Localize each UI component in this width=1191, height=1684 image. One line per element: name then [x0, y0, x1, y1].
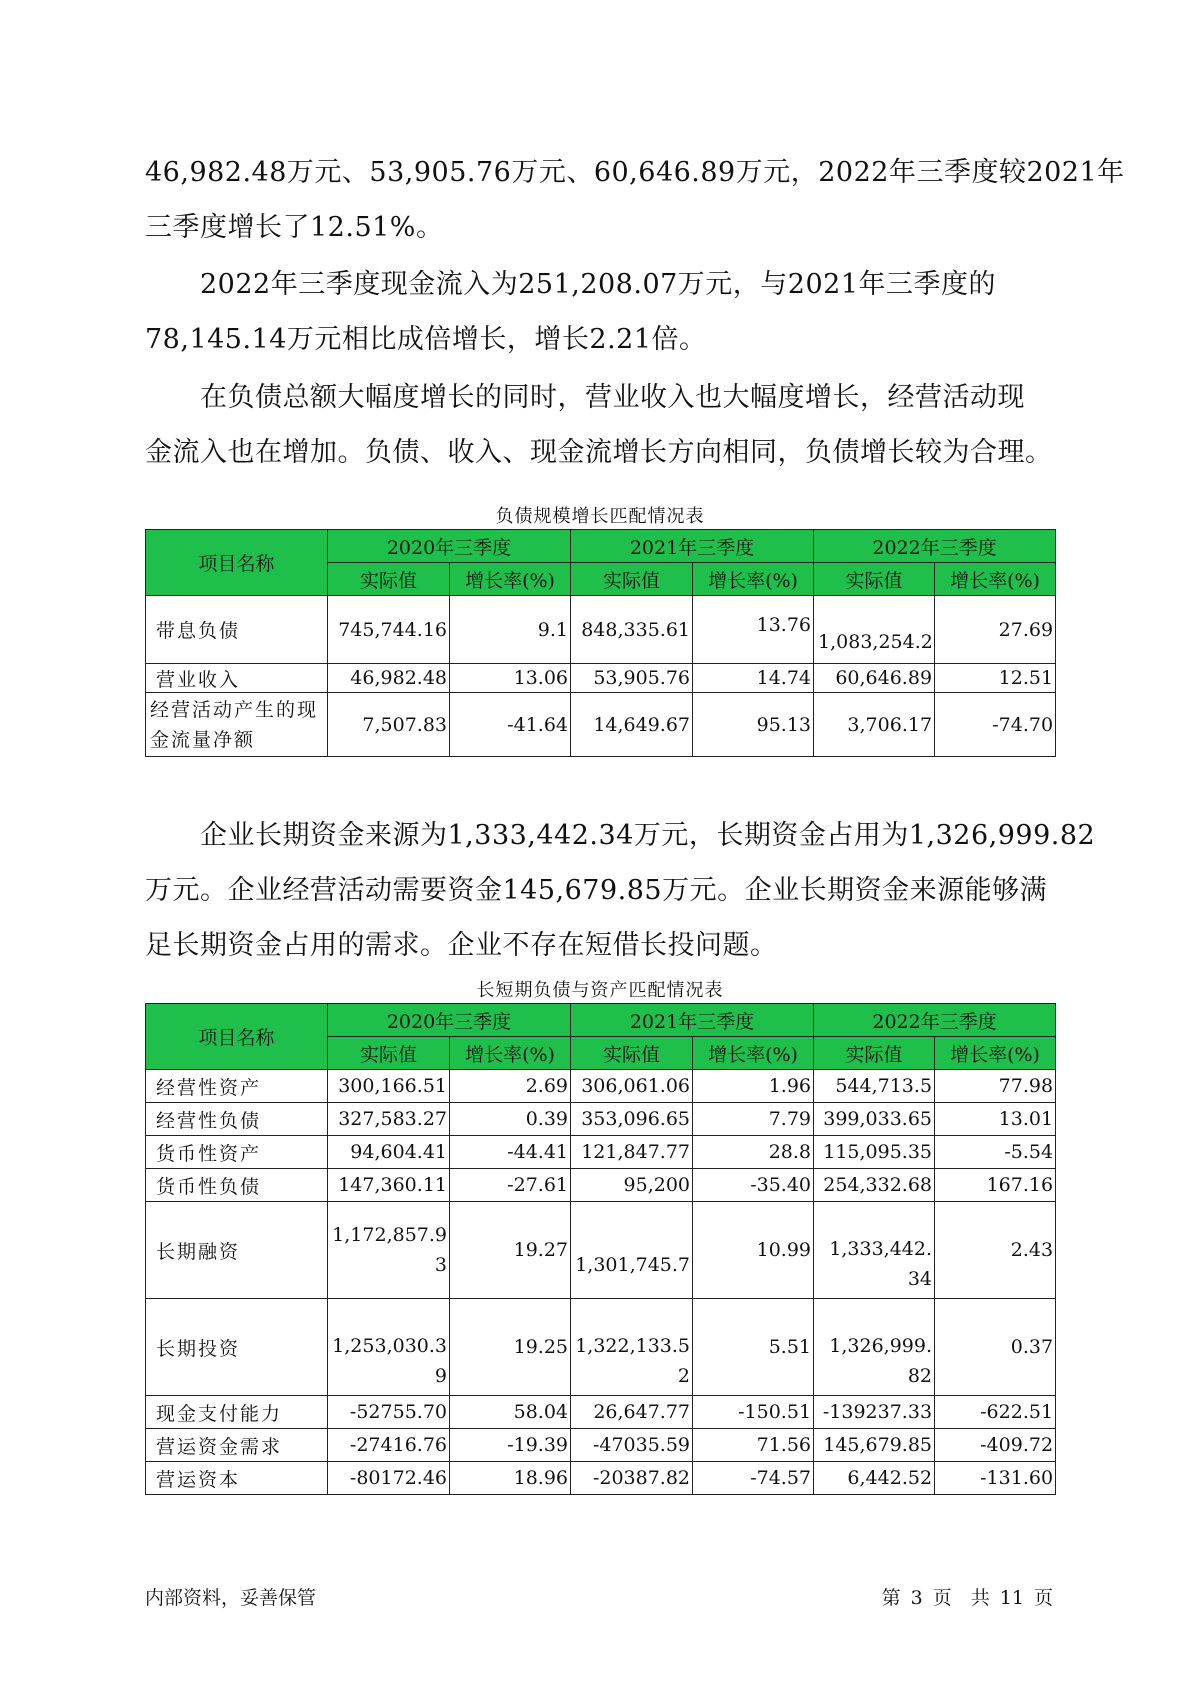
table-cell: 19.27	[450, 1202, 571, 1299]
table-cell: 167.16	[935, 1169, 1056, 1202]
table-cell: 14.74	[693, 664, 814, 693]
table-cell: -74.70	[935, 693, 1056, 757]
table-cell: 147,360.11	[328, 1169, 450, 1202]
table-cell: -74.57	[693, 1462, 814, 1495]
table-row	[146, 693, 1056, 757]
table-cell: 3,706.17	[814, 693, 935, 757]
header-period: 2021年三季度	[571, 530, 814, 563]
header-period: 2020年三季度	[328, 530, 571, 563]
table-cell: -131.60	[935, 1462, 1056, 1495]
footer-confidential-note: 内部资料，妥善保管	[145, 1587, 317, 1609]
table-cell: -44.41	[450, 1136, 571, 1169]
table-row	[146, 1429, 1056, 1462]
table-cell: -27416.76	[328, 1429, 450, 1462]
header-sub: 实际值	[328, 1037, 450, 1070]
table-cell: 353,096.65	[571, 1103, 693, 1136]
header-sub: 增长率(%)	[935, 563, 1056, 596]
table-cell: 95,200	[571, 1169, 693, 1202]
header-period: 2020年三季度	[328, 1004, 571, 1037]
table-cell: 848,335.61	[571, 596, 693, 664]
table-cell: 77.98	[935, 1070, 1056, 1103]
row-name: 带息负债	[146, 596, 328, 664]
table-row	[146, 1202, 1056, 1299]
table-row	[146, 1070, 1056, 1103]
table-cell: 14,649.67	[571, 693, 693, 757]
header-item-name: 项目名称	[146, 1004, 328, 1070]
row-name: 经营性负债	[146, 1103, 328, 1136]
table-cell: 1,172,857.93	[328, 1202, 450, 1299]
table-cell: 0.37	[935, 1299, 1056, 1396]
paragraph-line: 足长期资金占用的需求。企业不存在短借长投问题。	[145, 930, 778, 961]
header-period: 2022年三季度	[814, 530, 1056, 563]
table-cell: 7,507.83	[328, 693, 450, 757]
table-cell: -19.39	[450, 1429, 571, 1462]
table-cell: 1,333,442.34	[814, 1202, 935, 1299]
paragraph-line: 78,145.14万元相比成倍增长，增长2.21倍。	[145, 324, 707, 355]
table-cell: -52755.70	[328, 1396, 450, 1429]
row-name: 货币性资产	[146, 1136, 328, 1169]
table-cell: 1,301,745.7	[571, 1202, 693, 1299]
table-cell: 254,332.68	[814, 1169, 935, 1202]
header-sub: 实际值	[571, 563, 693, 596]
paragraph-3	[145, 370, 1055, 480]
table-cell: 327,583.27	[328, 1103, 450, 1136]
paragraph-4	[145, 808, 1096, 973]
table-row	[146, 1136, 1056, 1169]
header-sub: 增长率(%)	[693, 1037, 814, 1070]
table-cell: -150.51	[693, 1396, 814, 1429]
row-name: 货币性负债	[146, 1169, 328, 1202]
table-cell: 2.69	[450, 1070, 571, 1103]
table-cell: 12.51	[935, 664, 1056, 693]
table-cell: 60,646.89	[814, 664, 935, 693]
table-cell: 6,442.52	[814, 1462, 935, 1495]
paragraph-2	[145, 257, 1055, 367]
row-name: 营运资金需求	[146, 1429, 328, 1462]
row-name: 营业收入	[146, 664, 328, 693]
table-cell: 18.96	[450, 1462, 571, 1495]
table-cell: 58.04	[450, 1396, 571, 1429]
row-name: 经营性资产	[146, 1070, 328, 1103]
table-cell: 1,322,133.52	[571, 1299, 693, 1396]
paragraph-line: 万元。企业经营活动需要资金145,679.85万元。企业长期资金来源能够满	[145, 875, 1048, 906]
header-sub: 实际值	[814, 563, 935, 596]
table-cell: 10.99	[693, 1202, 814, 1299]
table-cell: 1.96	[693, 1070, 814, 1103]
table-cell: 26,647.77	[571, 1396, 693, 1429]
header-period: 2021年三季度	[571, 1004, 814, 1037]
footer-page-number: 第 3 页 共 11 页	[881, 1587, 1053, 1609]
header-period: 2022年三季度	[814, 1004, 1056, 1037]
table-cell: 0.39	[450, 1103, 571, 1136]
table-cell: 13.06	[450, 664, 571, 693]
table-cell: 745,744.16	[328, 596, 450, 664]
table-cell: -139237.33	[814, 1396, 935, 1429]
table-cell: 145,679.85	[814, 1429, 935, 1462]
header-sub: 增长率(%)	[935, 1037, 1056, 1070]
table-row	[146, 1299, 1056, 1396]
table-cell: -5.54	[935, 1136, 1056, 1169]
table-cell: 1,253,030.39	[328, 1299, 450, 1396]
header-sub: 增长率(%)	[450, 563, 571, 596]
table-cell: -20387.82	[571, 1462, 693, 1495]
table-cell: 13.76	[693, 596, 814, 664]
table-cell: 544,713.5	[814, 1070, 935, 1103]
header-sub: 实际值	[328, 563, 450, 596]
paragraph-line: 2022年三季度现金流入为251,208.07万元，与2021年三季度的	[145, 269, 997, 300]
table-cell: 5.51	[693, 1299, 814, 1396]
table-caption: 负债规模增长匹配情况表	[495, 506, 705, 527]
table-cell: 71.56	[693, 1429, 814, 1462]
table-cell: 53,905.76	[571, 664, 693, 693]
table-cell: 27.69	[935, 596, 1056, 664]
table-cell: 9.1	[450, 596, 571, 664]
row-name: 长期融资	[146, 1202, 328, 1299]
debt-scale-table	[145, 529, 1056, 757]
header-sub: 增长率(%)	[693, 563, 814, 596]
paragraph-1	[145, 145, 1125, 255]
paragraph-line: 46,982.48万元、53,905.76万元、60,646.89万元，2022年三季度较2021年	[145, 157, 1125, 188]
paragraph-line: 三季度增长了12.51%。	[145, 212, 444, 243]
table-row	[146, 1169, 1056, 1202]
table-cell: -27.61	[450, 1169, 571, 1202]
header-sub: 实际值	[814, 1037, 935, 1070]
table-cell: -409.72	[935, 1429, 1056, 1462]
table-cell: 28.8	[693, 1136, 814, 1169]
table-caption: 长短期负债与资产匹配情况表	[476, 980, 724, 1001]
header-item-name: 项目名称	[146, 530, 328, 596]
table-cell: -80172.46	[328, 1462, 450, 1495]
table-cell: 2.43	[935, 1202, 1056, 1299]
table-cell: -41.64	[450, 693, 571, 757]
table-row	[146, 1103, 1056, 1136]
table-cell: -622.51	[935, 1396, 1056, 1429]
table-cell: 13.01	[935, 1103, 1056, 1136]
table-cell: 121,847.77	[571, 1136, 693, 1169]
row-name: 营运资本	[146, 1462, 328, 1495]
paragraph-line: 在负债总额大幅度增长的同时，营业收入也大幅度增长，经营活动现	[145, 382, 1025, 413]
paragraph-line: 企业长期资金来源为1,333,442.34万元，长期资金占用为1,326,999.82	[145, 820, 1096, 851]
header-sub: 增长率(%)	[450, 1037, 571, 1070]
table-cell: 1,083,254.2	[814, 596, 935, 664]
table-cell: 19.25	[450, 1299, 571, 1396]
table-cell: 306,061.06	[571, 1070, 693, 1103]
table-cell: 94,604.41	[328, 1136, 450, 1169]
long-short-term-table	[145, 1003, 1056, 1495]
header-sub: 实际值	[571, 1037, 693, 1070]
table-row	[146, 1396, 1056, 1429]
table-row	[146, 664, 1056, 693]
table-cell: 115,095.35	[814, 1136, 935, 1169]
table-cell: 300,166.51	[328, 1070, 450, 1103]
table-cell: 46,982.48	[328, 664, 450, 693]
row-name: 经营活动产生的现金流量净额	[146, 693, 328, 757]
table-cell: 7.79	[693, 1103, 814, 1136]
table-cell: -35.40	[693, 1169, 814, 1202]
table-cell: 1,326,999.82	[814, 1299, 935, 1396]
row-name: 长期投资	[146, 1299, 328, 1396]
table-row	[146, 1462, 1056, 1495]
table-cell: 399,033.65	[814, 1103, 935, 1136]
table-row	[146, 596, 1056, 664]
row-name: 现金支付能力	[146, 1396, 328, 1429]
table-cell: 95.13	[693, 693, 814, 757]
paragraph-line: 金流入也在增加。负债、收入、现金流增长方向相同，负债增长较为合理。	[145, 437, 1053, 468]
table-cell: -47035.59	[571, 1429, 693, 1462]
